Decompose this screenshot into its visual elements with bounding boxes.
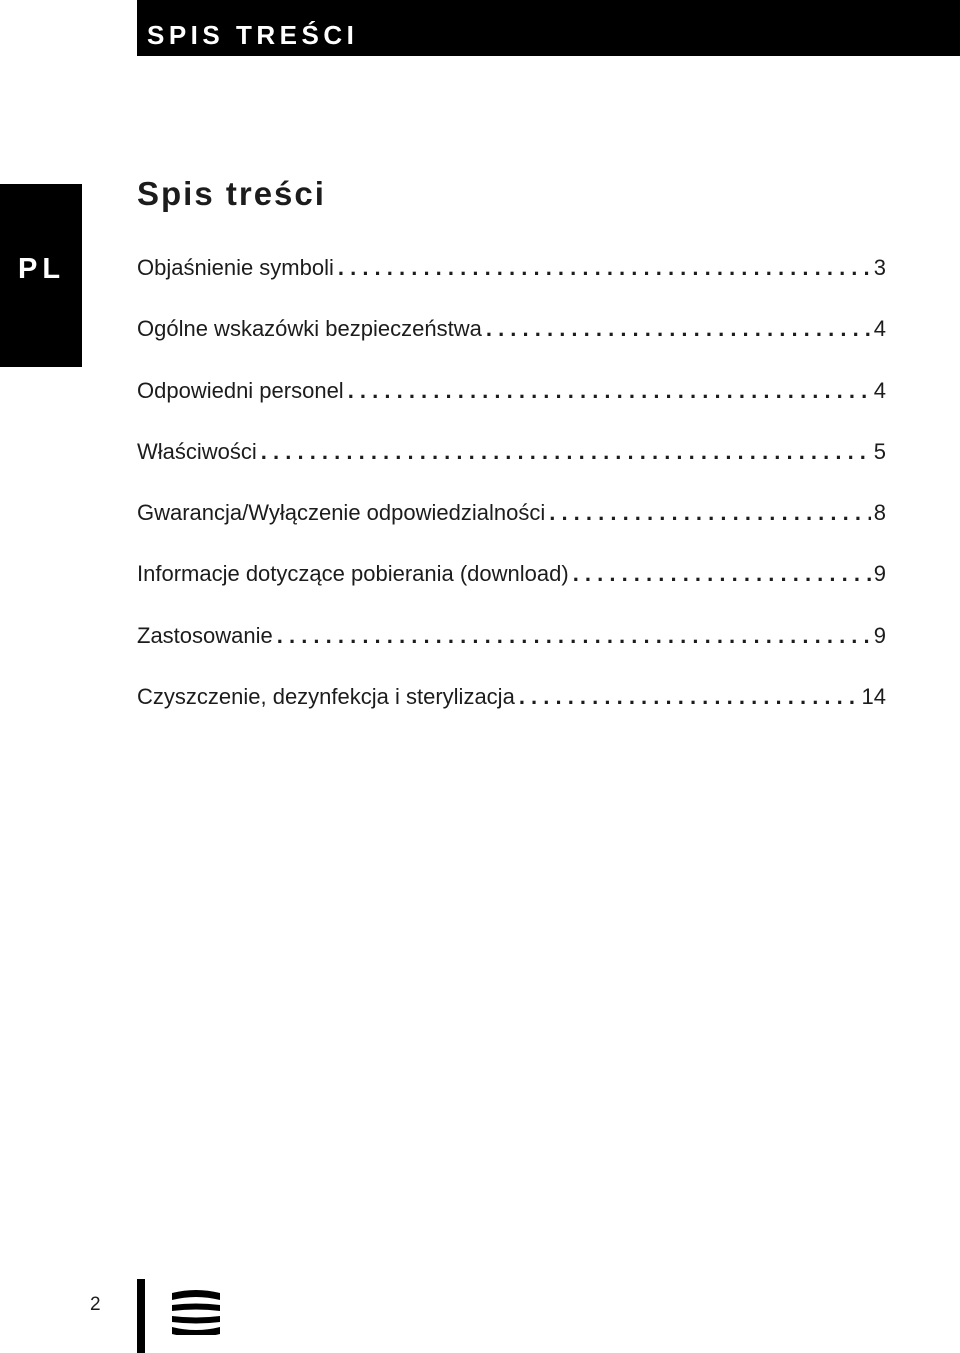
- toc-dot-leader: [549, 497, 871, 529]
- language-tab: [0, 184, 82, 367]
- toc-entry[interactable]: [137, 313, 886, 374]
- footer-vertical-rule: [137, 1279, 145, 1353]
- toc-dot-leader: [519, 681, 859, 713]
- toc-entry[interactable]: [137, 436, 886, 497]
- page-number: 2: [90, 1294, 101, 1315]
- toc-entry-page: 8: [873, 500, 886, 526]
- toc-entry-title: Właściwości: [137, 438, 257, 464]
- toc-entry-title: Gwarancja/Wyłączenie odpowiedzialności: [137, 500, 546, 526]
- toc-dot-leader: [277, 620, 871, 652]
- toc-entry-title: Odpowiedni personel: [137, 377, 344, 403]
- header-bar: [137, 0, 960, 56]
- toc-dot-leader: [261, 436, 871, 468]
- toc-entry-page: 9: [873, 561, 886, 587]
- header-title: SPIS TREŚCI: [147, 20, 359, 50]
- toc-entry[interactable]: [137, 681, 886, 742]
- toc-entry-page: 14: [861, 684, 886, 710]
- toc-entry-page: 9: [873, 622, 886, 648]
- toc-entry[interactable]: [137, 620, 886, 681]
- brand-stripes-icon: [170, 1289, 222, 1335]
- toc-entry-title: Informacje dotyczące pobierania (download): [137, 561, 569, 587]
- toc-entry-page: 3: [873, 255, 886, 280]
- toc-dot-leader: [348, 375, 871, 407]
- toc-entry-title: Ogólne wskazówki bezpieczeństwa: [137, 316, 482, 342]
- table-of-contents: [137, 252, 886, 742]
- toc-entry[interactable]: [137, 375, 886, 436]
- toc-entry-page: 5: [873, 438, 886, 464]
- toc-entry[interactable]: [137, 558, 886, 619]
- toc-entry[interactable]: [137, 497, 886, 558]
- toc-entry-page: 4: [873, 377, 886, 403]
- toc-entry-page: 4: [873, 316, 886, 342]
- toc-dot-leader: [486, 313, 871, 345]
- toc-entry[interactable]: [137, 252, 886, 313]
- toc-entry-title: Objaśnienie symboli: [137, 255, 334, 280]
- language-label: PL: [18, 253, 66, 285]
- toc-dot-leader: [573, 558, 871, 590]
- toc-entry-title: Zastosowanie: [137, 622, 273, 648]
- page-title: Spis treści: [137, 175, 326, 212]
- toc-dot-leader: [338, 252, 871, 284]
- toc-entry-title: Czyszczenie, dezynfekcja i sterylizacja: [137, 684, 515, 710]
